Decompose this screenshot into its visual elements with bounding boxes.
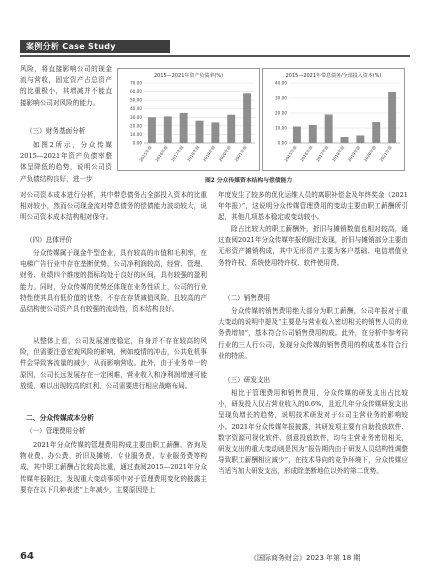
heading-rd-expense: （三）研发支出: [224, 376, 271, 384]
x-tick-label: 2018年报: [185, 144, 201, 163]
paragraph-cash-cow: 分众传媒属于现金牛型企业，具有较高的市值和毛利率，在电梯广告行业中存在垄断优势，公司净利润较高，经营、管理、财务、业绩四个维度的指标均处于良好的区间，具有较强的盈利能力。同时，分众传媒的优势还体现在业务性质上，公司的行业特性使其具有低价值的优势，不存在存货减值风险，且较高的产品结构使公司资产具有较强的流动性，资本结构良好。: [20, 249, 207, 314]
section-label: 案例分析 Case Study: [20, 40, 170, 53]
bar: [341, 137, 349, 143]
bar: [196, 121, 204, 143]
chart-interest-debt-ratio-svg: [263, 69, 406, 172]
x-tick-label: 2019年报: [346, 144, 362, 163]
y-tick-label: 70.00: [130, 80, 142, 86]
chart-debt-ratio: [117, 68, 260, 171]
x-tick-label: 2017年报: [314, 144, 330, 163]
header-rule: [20, 55, 410, 57]
chart-interest-debt-ratio: [262, 68, 405, 171]
x-tick-label: 2017年报: [169, 144, 185, 163]
bar: [293, 127, 301, 144]
x-tick-label: 2021年报: [233, 144, 248, 163]
page-header: [0, 0, 427, 51]
x-tick-label: 2019年报: [201, 144, 217, 163]
heading-financial-analysis: （三）财务基面分析: [26, 127, 86, 135]
bar: [309, 125, 317, 143]
figure-caption: 图2 分众传媒资本结构与偿债能力: [205, 178, 293, 184]
y-tick-label: 20.00: [275, 110, 287, 116]
bar: [180, 113, 188, 143]
heading-overall-evaluation: （四）总体评价: [26, 236, 73, 244]
y-tick-label: 30.00: [130, 114, 142, 120]
paragraph-risk: 风险，将直接影响公司的现金流与营收，固定资产占总资产的比重极小，其增减并不能直接影响公司对风险的能力。: [20, 65, 112, 107]
bar: [325, 115, 333, 144]
chart-title: 2015—2021年资产负债率(%): [153, 73, 224, 79]
paragraph-depreciation: 除占比较大的职工薪酬外，折旧与摊销数值也相对较高，通过查阅2021年分众传媒年报的附注发现，折旧与摊销部分主要由无形资产摊销构成，其中无形资产主要为客户基础、电信增值业务特许权、系统使用特许权、软件使用费。: [218, 225, 408, 267]
bar: [356, 136, 364, 144]
y-tick-label: 0.00: [277, 140, 287, 146]
y-tick-label: 50.00: [130, 97, 142, 103]
heading-cost-analysis: 二、分众传媒成本分析: [26, 414, 94, 422]
bar: [164, 116, 172, 143]
chart-title: 2015—2021年带息债务/全部投入资本(%): [285, 73, 382, 79]
bar: [227, 115, 235, 143]
heading-management-expense: （一）管理费用分析: [26, 427, 86, 435]
paragraph-figure2-intro: 如图2所示，分众传媒2015—2021年资产负债率整体呈降低的趋势，说明公司资产负债结构良好，进一步: [20, 141, 112, 183]
paragraph-capital-cost: 对公司资本成本进行分析，其中带息债务占全部投入资本的比重相对较小，然而公司现金流对带息债务的偿债能力波动较大，说明公司资本成本结构相对保守。: [20, 191, 207, 222]
chart-debt-ratio-svg: [118, 69, 261, 172]
x-tick-label: 2015年报: [283, 144, 298, 163]
bar: [372, 122, 380, 143]
x-tick-label: 2020年报: [217, 144, 233, 163]
x-tick-label: 2018年报: [330, 144, 346, 163]
heading-sales-expense: （二）销售费用: [224, 294, 271, 302]
bar: [243, 93, 251, 143]
x-tick-label: 2020年报: [362, 144, 378, 163]
bar: [148, 117, 156, 143]
y-tick-label: 10.00: [130, 131, 142, 137]
y-tick-label: 10.00: [275, 125, 287, 131]
y-tick-label: 20.00: [130, 123, 142, 129]
y-tick-label: 0.00: [132, 140, 142, 146]
x-tick-label: 2021年报: [378, 144, 393, 163]
x-tick-label: 2016年报: [299, 144, 314, 163]
y-tick-label: 60.00: [130, 89, 142, 95]
bar: [211, 122, 219, 143]
journal-name: 《国际商务财会》2023 年第 18 期: [250, 554, 361, 562]
y-tick-label: 30.00: [275, 95, 287, 101]
paragraph-management-expense: 2021年分众传媒的管理费用构成主要由职工薪酬、咨询及物业费、办公费、折旧及摊销、专业服务费、专业服务费等构成，其中职工薪酬占比较高比重，通过查阅2015—2021年分众传媒年报附注，发现重大变动事项中对于管理费用变化的披露主要存在以下几种表述“上年减少，主要原因是上: [20, 441, 207, 494]
y-tick-label: 40.00: [130, 106, 142, 112]
x-tick-label: 2015年报: [138, 144, 153, 163]
paragraph-rd-expense: 相比于管理费用和销售费用，分众传媒的研发支出占比较小，研发投入仅占营业收入的0.6%，且近几年分众传媒研发支出呈现负增长的趋势，说明技术研发对于公司主营业务的影响较小。2021年分众传媒年报披露，其研发项主要有自助投放软件、数字资源可视化软件、创意投放软件，均与主营业务密切相关，研发支出的重大变动则是因为“报告期内由于研发人员结构性调整导致职工薪酬相应减少”，在技术导向的竞争环境下，分众传媒应当适当加大研发支出，形成除垄断地位以外的第二优势。: [218, 389, 408, 476]
x-tick-label: 2016年报: [154, 144, 169, 163]
y-tick-label: 40.00: [275, 80, 287, 86]
paragraph-overall-risk: 从整体上看，公司发展速度稳定，自身并不存在较高的风险，但需要注意宏观风险的影响，例如疫情的冲击，公共危机事件会导致客流量的减少，从而影响营收。此外，由于业务单一的原因，公司长远发展存在一定困难，营业收入和净利润增速可能放缓，难以出现较高的红利，公司需要进行相应战略布局。: [20, 337, 207, 390]
paragraph-employee-pay: 年度发生了较多的优化运维人员的离职补偿金及年终奖金（2021年年报）”，这说明分众传媒管理费用的变动主要由职工薪酬所引起，其他几项基本稳定或变动较小。: [218, 191, 408, 222]
page-number: 64: [20, 551, 34, 562]
bar: [388, 92, 396, 143]
paragraph-sales-expense: 分众传媒的销售费用绝大部分为职工薪酬，公司年报对于重大变动的说明中提及“主要是与营业收入密切相关的销售人员的业务费增加”，基本符合公司销售费用构成。此外，在分析中参考同行业的三人行公司，发现分众传媒的销售费用的构成基本符合行业的特质。: [218, 307, 408, 360]
